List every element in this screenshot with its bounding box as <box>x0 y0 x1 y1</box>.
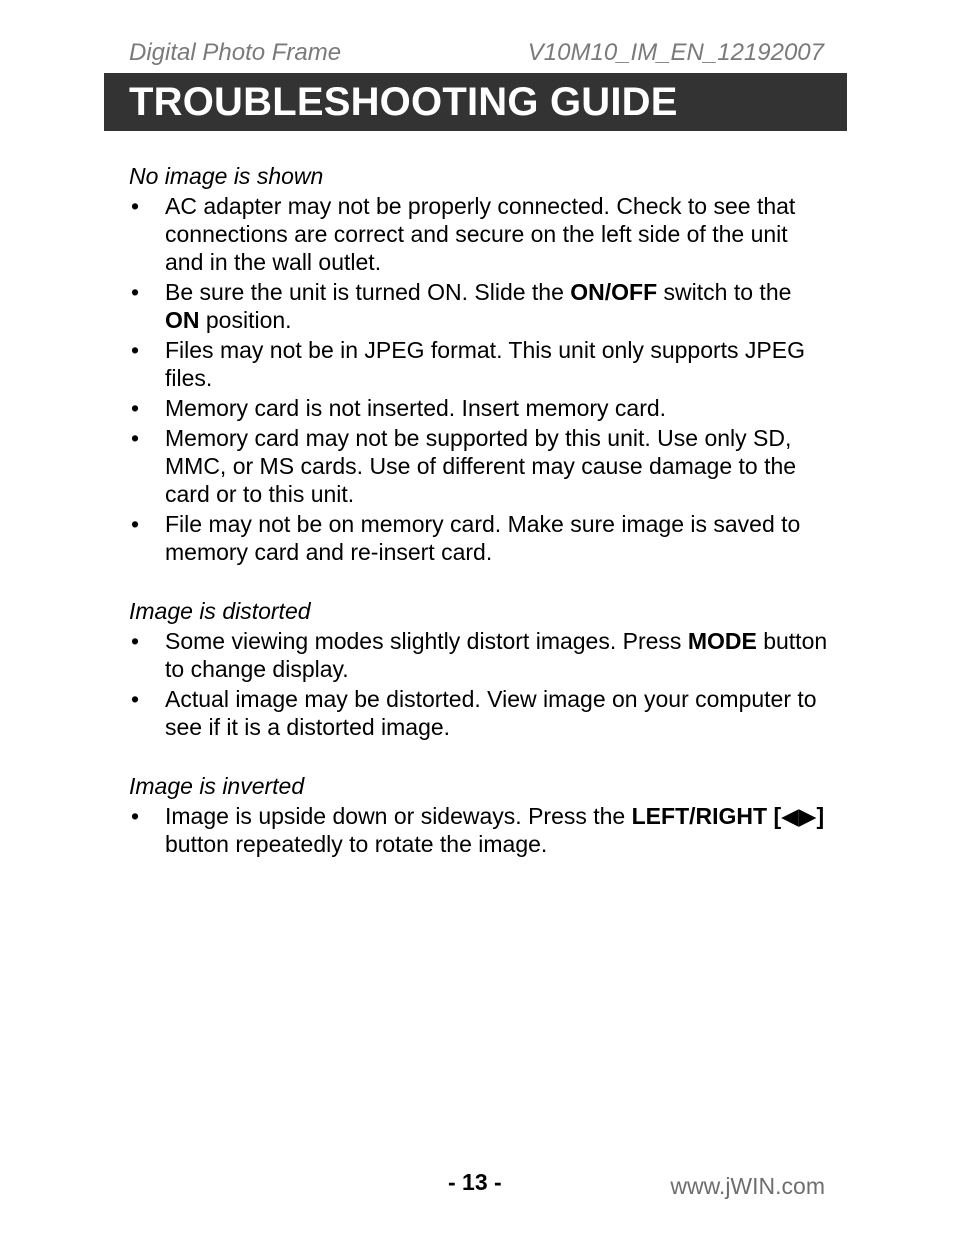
list-item <box>129 278 829 334</box>
item-text: position. <box>199 307 292 333</box>
item-text: button to change display. <box>165 628 828 682</box>
item-text: Memory card is not inserted. Insert memory card. <box>165 395 667 421</box>
list-item <box>129 424 829 508</box>
item-text: Be sure the unit is turned ON. Slide the <box>165 279 571 305</box>
bullet-icon: • <box>131 425 140 451</box>
bullet-icon: • <box>131 511 140 537</box>
list-item <box>129 685 829 741</box>
bold-text: MODE <box>687 628 757 654</box>
website-url: www.jWIN.com <box>670 1173 825 1199</box>
list-item <box>129 627 829 683</box>
bullet-icon: • <box>131 279 140 305</box>
bullet-icon: • <box>131 628 140 654</box>
item-text: button repeatedly to rotate the image. <box>165 831 548 857</box>
header-document-code: V10M10_IM_EN_12192007 <box>527 39 824 66</box>
section-title: No image is shown <box>129 163 324 189</box>
page-title: TROUBLESHOOTING GUIDE <box>129 80 678 124</box>
item-text: Actual image may be distorted. View image on your computer to see if it is a distorted image. <box>165 686 817 740</box>
bullet-list <box>129 802 829 858</box>
item-text: Some viewing modes slightly distort images. Press <box>165 628 688 654</box>
section-title: Image is inverted <box>129 773 305 799</box>
list-item <box>129 802 829 858</box>
bullet-list <box>129 627 829 741</box>
bold-text: ON <box>165 307 200 333</box>
item-text: File may not be on memory card. Make sure image is saved to memory card and re-insert card. <box>165 511 801 565</box>
section-title: Image is distorted <box>129 598 311 624</box>
bullet-icon: • <box>131 193 140 219</box>
bold-text: ON/OFF <box>570 279 658 305</box>
bullet-icon: • <box>131 337 140 363</box>
section-image-distorted <box>129 597 829 741</box>
troubleshooting-content <box>129 162 829 889</box>
list-item <box>129 510 829 566</box>
item-text: Image is upside down or sideways. Press the <box>165 803 632 829</box>
item-text: AC adapter may not be properly connected. Check to see that connections are correct and secure on the left side of the unit and in the wall outlet. <box>165 193 796 275</box>
title-bar <box>104 73 847 131</box>
section-image-inverted <box>129 772 829 858</box>
bullet-icon: • <box>131 395 140 421</box>
bold-text: LEFT/RIGHT [◀▶] <box>631 803 825 829</box>
item-text: Memory card may not be supported by this unit. Use only SD, MMC, or MS cards. Use of different may cause damage to the card or to this unit. <box>165 425 797 507</box>
section-no-image-shown <box>129 162 829 566</box>
list-item <box>129 336 829 392</box>
bullet-list <box>129 192 829 566</box>
list-item <box>129 394 829 422</box>
list-item <box>129 192 829 276</box>
item-text: switch to the <box>657 279 792 305</box>
bullet-icon: • <box>131 686 140 712</box>
header-document-name: Digital Photo Frame <box>129 39 342 66</box>
bullet-icon: • <box>131 803 140 829</box>
item-text: Files may not be in JPEG format. This unit only supports JPEG files. <box>165 337 806 391</box>
page-number: - 13 - <box>448 1169 502 1195</box>
